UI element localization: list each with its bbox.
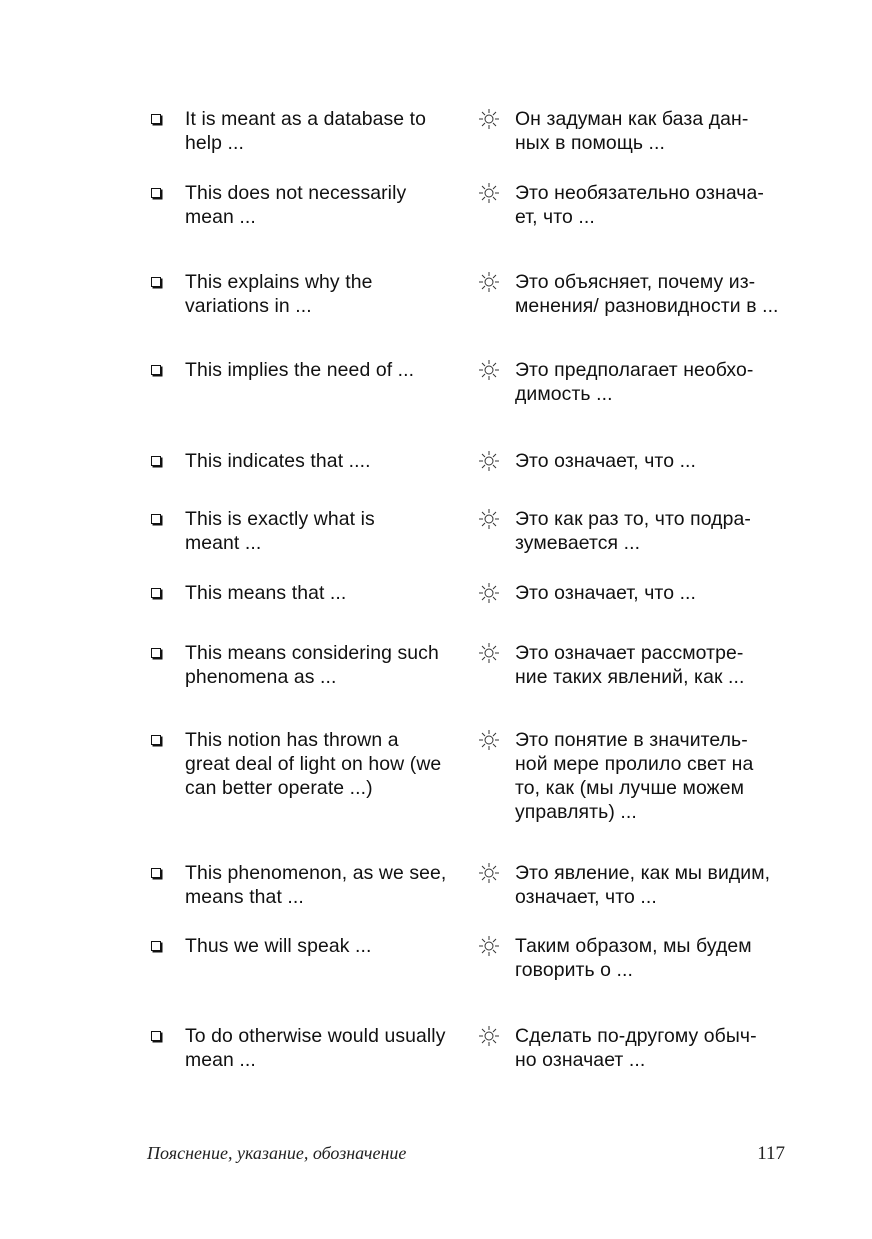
english-phrase: This explains why the variations in ... (185, 271, 373, 317)
english-phrase: This means that ... (185, 582, 347, 604)
sun-icon (478, 642, 500, 664)
sun-icon (478, 582, 500, 604)
russian-translation: Это означает, что ... (515, 582, 697, 604)
checkbox-icon (151, 735, 161, 745)
english-phrase: Thus we will speak ... (185, 935, 372, 957)
checkbox-icon (151, 365, 161, 375)
sun-icon (478, 729, 500, 751)
russian-translation: Это означает рассмотре- ние таких явлений, как ... (515, 642, 745, 688)
page-number: 117 (757, 1143, 785, 1164)
russian-translation: Сделать по-другому обыч- но означает ... (515, 1025, 757, 1071)
sun-icon (478, 508, 500, 530)
russian-translation: Это понятие в значитель- ной мере пролило свет на то, как (мы лучше можем управлять) ... (515, 729, 754, 823)
checkbox-icon (151, 188, 161, 198)
english-phrase: This does not necessarily mean ... (185, 182, 407, 228)
sun-icon (478, 450, 500, 472)
russian-translation: Это означает, что ... (515, 450, 697, 472)
sun-icon (478, 862, 500, 884)
english-phrase: This notion has thrown a great deal of light on how (we can better operate ...) (185, 729, 442, 799)
english-phrase: This means considering such phenomena as ... (185, 642, 439, 688)
sun-icon (478, 359, 500, 381)
russian-translation: Это необязательно означа- ет, что ... (515, 182, 764, 228)
checkbox-icon (151, 1031, 161, 1041)
english-phrase: This indicates that .... (185, 450, 371, 472)
checkbox-icon (151, 514, 161, 524)
sun-icon (478, 1025, 500, 1047)
english-phrase: This is exactly what is meant ... (185, 508, 375, 554)
english-phrase: This implies the need of ... (185, 359, 415, 381)
checkbox-icon (151, 114, 161, 124)
checkbox-icon (151, 277, 161, 287)
russian-translation: Таким образом, мы будем говорить о ... (515, 935, 752, 981)
sun-icon (478, 108, 500, 130)
russian-translation: Это как раз то, что подра- зумевается ... (515, 508, 751, 554)
russian-translation: Это предполагает необхо- димость ... (515, 359, 754, 405)
russian-translation: Он задуман как база дан- ных в помощь ... (515, 108, 749, 154)
english-phrase: It is meant as a database to help ... (185, 108, 427, 154)
footer-section-title: Пояснение, указание, обозначение (147, 1143, 407, 1163)
checkbox-icon (151, 456, 161, 466)
russian-translation: Это явление, как мы видим, означает, что ... (515, 862, 771, 908)
checkbox-icon (151, 941, 161, 951)
english-phrase: To do otherwise would usually mean ... (185, 1025, 446, 1071)
sun-icon (478, 182, 500, 204)
checkbox-icon (151, 868, 161, 878)
checkbox-icon (151, 648, 161, 658)
sun-icon (478, 271, 500, 293)
russian-translation: Это объясняет, почему из- менения/ разновидности в ... (515, 271, 779, 317)
english-phrase: This phenomenon, as we see, means that ... (185, 862, 447, 908)
sun-icon (478, 935, 500, 957)
checkbox-icon (151, 588, 161, 598)
